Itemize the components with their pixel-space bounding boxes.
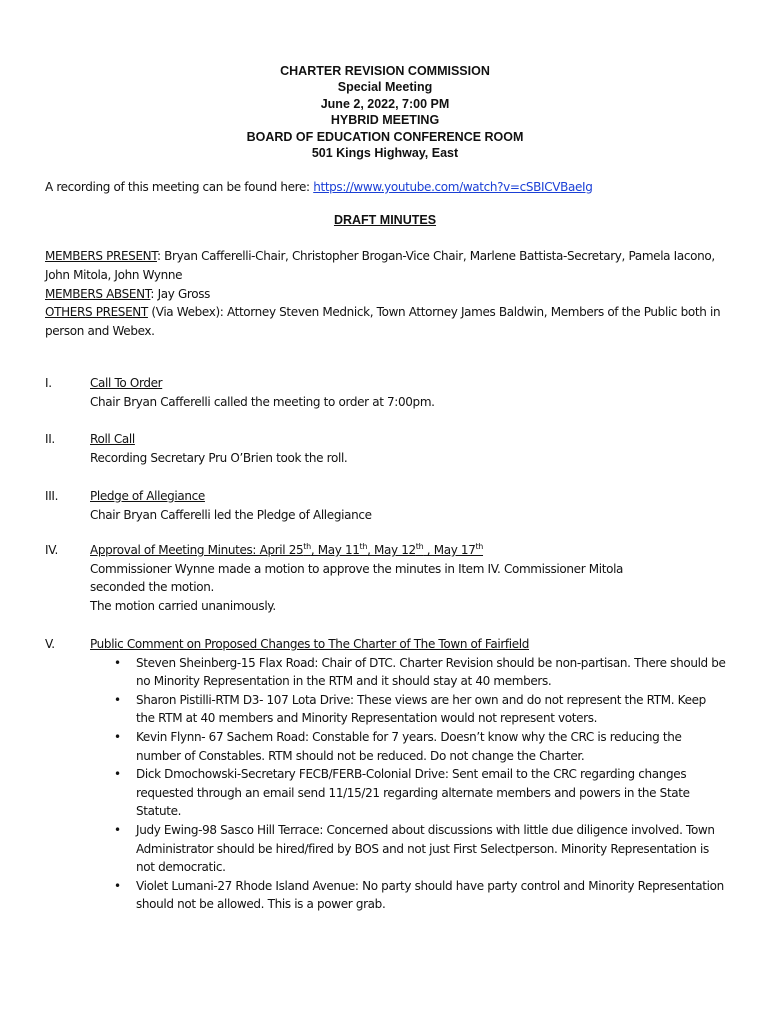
ordinal-suffix: th [303,542,311,551]
title-part: , May 11 [310,543,360,557]
commission-name: CHARTER REVISION COMMISSION [280,64,490,78]
meeting-location: BOARD OF EDUCATION CONFERENCE ROOM [246,129,524,144]
recording-note [45,178,592,196]
comment-text: Dick Dmochowski-Secretary FECB/FERB-Colonial Drive: Sent email to the CRC regarding changes requested through an email send 11/15/21 regarding alternate members and powers in the State Statute. [136,767,690,819]
comment-text: Judy Ewing-98 Sasco Hill Terrace: Concerned about discussions with little due diligence involved. Town Administrator should be hired/fired by BOS and not just First Selectperson. Minority Representation is not democratic. [136,822,715,875]
section-title: Call To Order [90,376,163,390]
others-present-text: (Via Webex): Attorney Steven Mednick, Town Attorney James Baldwin, Members of the Public both in person and Webex. [45,305,721,339]
section-text: Chair Bryan Cafferelli called the meeting to order at 7:00pm. [90,394,435,409]
bullet-icon: • [114,692,121,707]
section-text: Chair Bryan Cafferelli led the Pledge of Allegiance [90,507,372,522]
members-present [45,247,735,285]
members-absent-text: : Jay Gross [150,286,211,301]
meeting-type: Special Meeting [337,80,433,95]
others-present [45,303,735,341]
ordinal-suffix: th [359,542,368,551]
comment-text: Violet Lumani-27 Rhode Island Avenue: No party should have party control and Minority Representation should not be allowed. This is a power grab. [136,878,724,912]
bullet-icon: • [114,655,121,670]
public-comment-list [90,654,735,914]
comment-text: Steven Sheinberg-15 Flax Road: Chair of DTC. Charter Revision should be non-partisan. There should be no Minority Representation in the RTM and it should stay at 40 members. [136,655,726,689]
section-title: Public Comment on Proposed Changes to The Charter of The Town of Fairfield [90,637,530,651]
section-title: Roll Call [90,432,135,446]
section-numeral: I. [45,376,52,390]
section-text: Commissioner Wynne made a motion to approve the minutes in Item IV. Commissioner Mitola [90,561,624,576]
title-part: , May 17 [423,543,476,557]
list-item [90,654,726,691]
section-numeral: V. [45,637,55,651]
section-text: Recording Secretary Pru O’Brien took the roll. [90,450,348,465]
others-present-label: OTHERS PRESENT [45,305,148,320]
comment-text: Sharon Pistilli-RTM D3- 107 Lota Drive: These views are her own and do not represent the RTM. Keep the RTM at 40 members and Minority Representation would not represent voters. [136,692,706,726]
list-item [90,728,726,765]
members-present-text: : Bryan Cafferelli-Chair, Christopher Brogan-Vice Chair, Marlene Battista-Secretary, Pamela Iacono, John Mitola, John Wynne [45,249,715,282]
section-text: seconded the motion. [90,580,214,595]
ordinal-suffix: th [475,542,484,551]
section-numeral: III. [45,489,59,503]
draft-minutes-title: DRAFT MINUTES [333,213,437,227]
recording-text: A recording of this meeting can be found here: [45,180,314,194]
section-title: Pledge of Allegiance [90,489,205,503]
members-absent-label: MEMBERS ABSENT [45,286,151,301]
attendance-block [45,247,735,341]
section-text: The motion carried unanimously. [90,598,276,613]
bullet-icon: • [114,729,121,744]
members-absent [45,285,735,304]
list-item [90,821,726,877]
list-item [90,765,726,821]
meeting-format: HYBRID MEETING [330,113,440,128]
comment-text: Kevin Flynn- 67 Sachem Road: Constable for 7 years. Doesn’t know why the CRC is reducing the number of Constables. RTM should not be reduced. Do not change the Charter. [136,729,682,763]
meeting-header [0,63,770,161]
ordinal-suffix: th [415,542,424,551]
bullet-icon: • [114,767,121,782]
section-title [90,541,735,560]
meeting-address: 501 Kings Highway, East [311,146,459,161]
section-numeral: IV. [45,543,58,557]
title-part: , May 12 [367,543,416,557]
bullet-icon: • [114,878,121,893]
recording-link[interactable]: https://www.youtube.com/watch?v=cSBICVBaeIg [313,180,593,194]
meeting-date: June 2, 2022, 7:00 PM [320,96,450,111]
title-part: Approval of Meeting Minutes: April 25 [90,543,304,557]
bullet-icon: • [114,822,121,837]
section-numeral: II. [45,432,55,446]
list-item [90,877,726,914]
members-present-label: MEMBERS PRESENT [45,249,157,263]
list-item [90,691,726,728]
